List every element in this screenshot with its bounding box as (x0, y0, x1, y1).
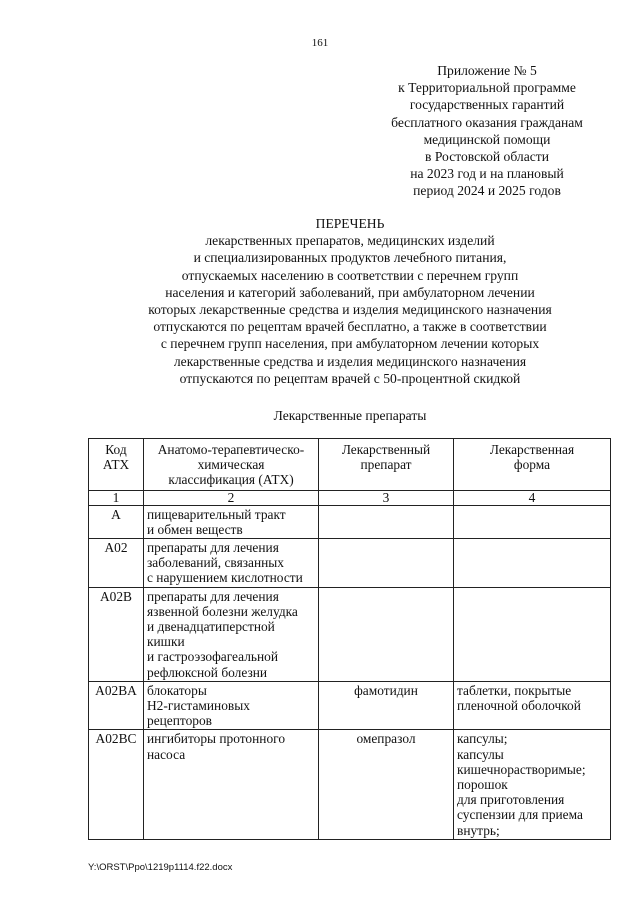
classification-cell: препараты для лечения язвенной болезни желудка и двенадцатиперстной кишки и гастроэзофагеальной рефлюксной болезни (144, 587, 319, 681)
appendix-header (372, 62, 602, 200)
drug-table (88, 438, 611, 840)
header-dosage-form: Лекарственная форма (454, 439, 611, 491)
column-number-row (89, 490, 611, 505)
subtitle-line: отпускаются по рецептам врачей с 50-процентной скидкой (179, 370, 521, 386)
classification-cell: препараты для лечения заболеваний, связанных с нарушением кислотности (144, 539, 319, 588)
classification-cell: ингибиторы протонного насоса (144, 730, 319, 839)
form-cell (454, 587, 611, 681)
form-cell: таблетки, покрытые пленочной оболочкой (454, 681, 611, 730)
drug-cell (319, 539, 454, 588)
subtitle-line: и специализированных продуктов лечебного питания, (193, 250, 507, 266)
column-number: 2 (144, 490, 319, 505)
appendix-line: медицинской помощи (423, 131, 551, 147)
column-number: 1 (89, 490, 144, 505)
subtitle-line: населения и категорий заболеваний, при амбулаторном лечении (165, 284, 535, 300)
appendix-line: период 2024 и 2025 годов (413, 183, 561, 199)
header-atc-code: Код АТХ (89, 439, 144, 491)
document-title-block (60, 215, 640, 387)
table-header-row (89, 439, 611, 491)
subtitle-line: лекарственных препаратов, медицинских изделий (205, 233, 495, 249)
appendix-line: к Территориальной программе (398, 80, 576, 96)
classification-cell: пищеварительный тракт и обмен веществ (144, 505, 319, 538)
drug-cell: омепразол (319, 730, 454, 839)
file-path-footer: Y:\ORST\Ppo\1219p1114.f22.docx (88, 862, 233, 873)
appendix-line: государственных гарантий (409, 97, 565, 113)
section-title: Лекарственные препараты (273, 408, 427, 423)
table-row (89, 730, 611, 839)
page-number: 161 (311, 37, 329, 49)
table-row (89, 505, 611, 538)
form-cell: капсулы; капсулы кишечнорастворимые; порошок для приготовления суспензии для приема внутрь; (454, 730, 611, 839)
column-number: 4 (454, 490, 611, 505)
subtitle-line: с перечнем групп населения, при амбулаторном лечении которых (160, 336, 540, 352)
drug-cell (319, 587, 454, 681)
classification-cell: блокаторы H2-гистаминовых рецепторов (144, 681, 319, 730)
drug-cell (319, 505, 454, 538)
table-row (89, 539, 611, 588)
appendix-line: бесплатного оказания гражданам (391, 114, 583, 130)
atc-code-cell: A02 (89, 539, 144, 588)
table-row (89, 587, 611, 681)
form-cell (454, 539, 611, 588)
document-title: ПЕРЕЧЕНЬ (315, 216, 385, 231)
subtitle-line: отпускаются по рецептам врачей бесплатно, а также в соответствии (153, 319, 547, 335)
header-atc-classification: Анатомо-терапевтическо- химическая классификация (АТХ) (144, 439, 319, 491)
header-drug: Лекарственный препарат (319, 439, 454, 491)
atc-code-cell: A (89, 505, 144, 538)
form-cell (454, 505, 611, 538)
appendix-line: Приложение № 5 (437, 63, 537, 78)
appendix-line: в Ростовской области (425, 149, 549, 165)
drug-cell: фамотидин (319, 681, 454, 730)
subtitle-line: отпускаемых населению в соответствии с перечнем групп (181, 267, 519, 283)
atc-code-cell: A02BA (89, 681, 144, 730)
subtitle-line: лекарственные средства и изделия медицинского назначения (173, 353, 527, 369)
atc-code-cell: A02B (89, 587, 144, 681)
appendix-line: на 2023 год и на плановый (410, 166, 564, 182)
table-row (89, 681, 611, 730)
atc-code-cell: A02BC (89, 730, 144, 839)
column-number: 3 (319, 490, 454, 505)
subtitle-line: которых лекарственные средства и изделия медицинского назначения (148, 302, 552, 318)
